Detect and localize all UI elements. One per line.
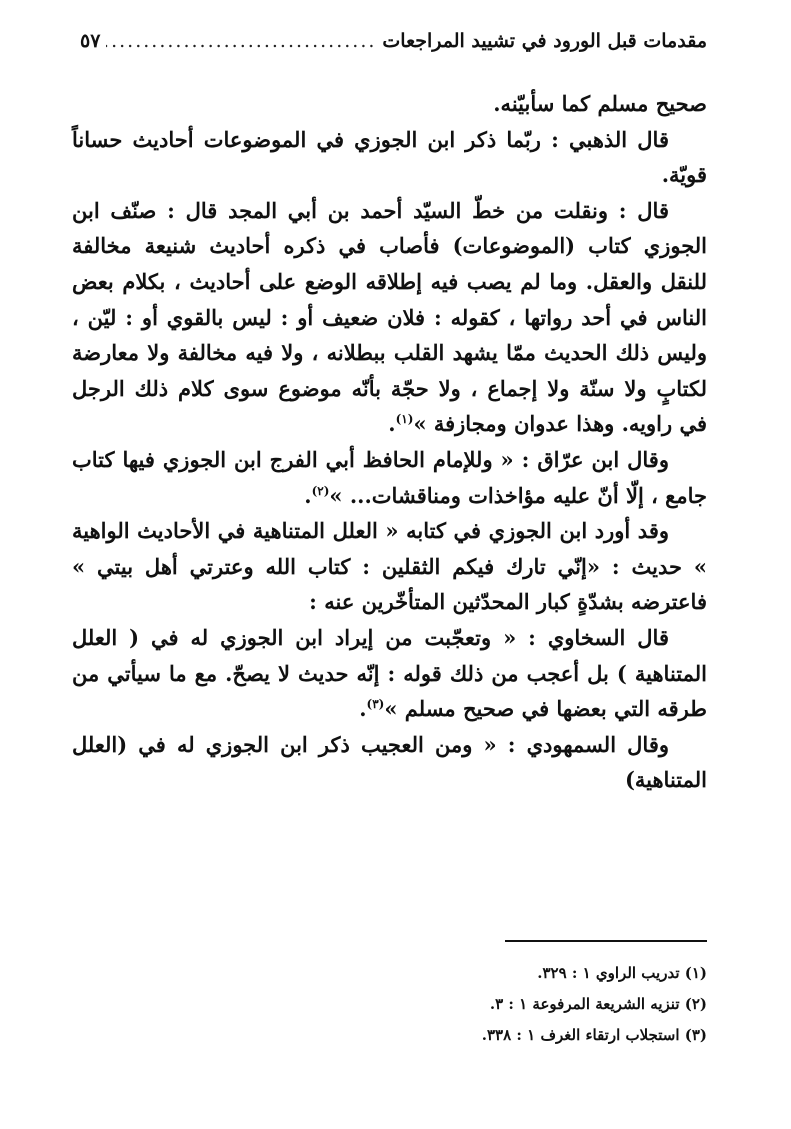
- footnote-divider: [505, 940, 707, 942]
- paragraph-tail: .: [359, 696, 367, 722]
- footnote-ref[interactable]: (١): [395, 412, 414, 427]
- page-number: ٥٧: [80, 30, 101, 52]
- paragraph: [72, 442, 707, 513]
- footnote-ref[interactable]: (٢): [311, 483, 330, 498]
- footnote-item: (٢) تنزيه الشريعة المرفوعة ١ : ٣.: [489, 995, 707, 1013]
- header-title: مقدمات قبل الورود في تشييد المراجعات: [382, 30, 707, 52]
- paragraph: [72, 86, 707, 122]
- paragraph: [72, 122, 707, 193]
- paragraph-text: صحيح مسلم كما سأبيّنه.: [493, 91, 707, 116]
- paragraph: [72, 620, 707, 727]
- paragraph: [72, 193, 707, 442]
- main-text: [72, 86, 707, 798]
- paragraph-text: وقد أورد ابن الجوزي في كتابه « العلل المتناهية في الأحاديث الواهية » حديث : «إنّي تارك فيكم الثقلين : كتاب الله وعترتي أهل بيتي » فاعترضه بشدّةٍ كبار المحدّثين المتأخّرين عنه :: [72, 518, 707, 615]
- paragraph-text: قال السخاوي : « وتعجّبت من إيراد ابن الجوزي له في ( العلل المتناهية ) بل أعجب من ذلك قوله : إنّه حديث لا يصحّ. مع ما سيأتي من طرقه التي بعضها في صحيح مسلم »: [72, 624, 707, 722]
- footnote-item: (١) تدريب الراوي ١ : ٣٢٩.: [537, 964, 707, 982]
- paragraph-text: وقال السمهودي : « ومن العجيب ذكر ابن الجوزي له في (العلل المتناهية): [72, 731, 707, 793]
- paragraph: [72, 513, 707, 620]
- paragraph-text: قال : ونقلت من خطّ السيّد أحمد بن أبي المجد قال : صنّف ابن الجوزي كتاب (الموضوعات) فأصاب في ذكره أحاديث شنيعة مخالفة للنقل والعقل. وما لم يصب فيه إطلاقه الوضع على أحاديث ، بكلام بعض الناس في أحد رواتها ، كقوله : فلان ضعيف أو : ليس بالقوي أو : ليّن ، وليس ذلك الحديث ممّا يشهد القلب ببطلانه ، ولا فيه مخالفة ولا معارضة لكتابٍ ولا سنّة ولا إجماع ، ولا حجّة بأنّه موضوع سوى كلام ذلك الرجل في راويه. وهذا عدوان ومجازفة »: [72, 197, 707, 437]
- paragraph-text: وقال ابن عرّاق : « وللإمام الحافظ أبي الفرج ابن الجوزي فيها كتاب جامع ، إلّا أنّ عليه مؤاخذات ومناقشات... »: [72, 446, 707, 508]
- paragraph-tail: .: [388, 411, 396, 437]
- running-header: [80, 30, 707, 60]
- header-dot-leader: [106, 30, 376, 52]
- footnotes: [200, 958, 707, 1051]
- paragraph-text: قال الذهبي : ربّما ذكر ابن الجوزي في الموضوعات أحاديث حساناً قويّة.: [72, 126, 707, 188]
- footnote-item: (٣) استجلاب ارتقاء الغرف ١ : ٣٣٨.: [481, 1026, 707, 1044]
- paragraph: [72, 727, 707, 798]
- paragraph-tail: .: [304, 482, 312, 508]
- footnote-ref[interactable]: (٣): [366, 697, 385, 712]
